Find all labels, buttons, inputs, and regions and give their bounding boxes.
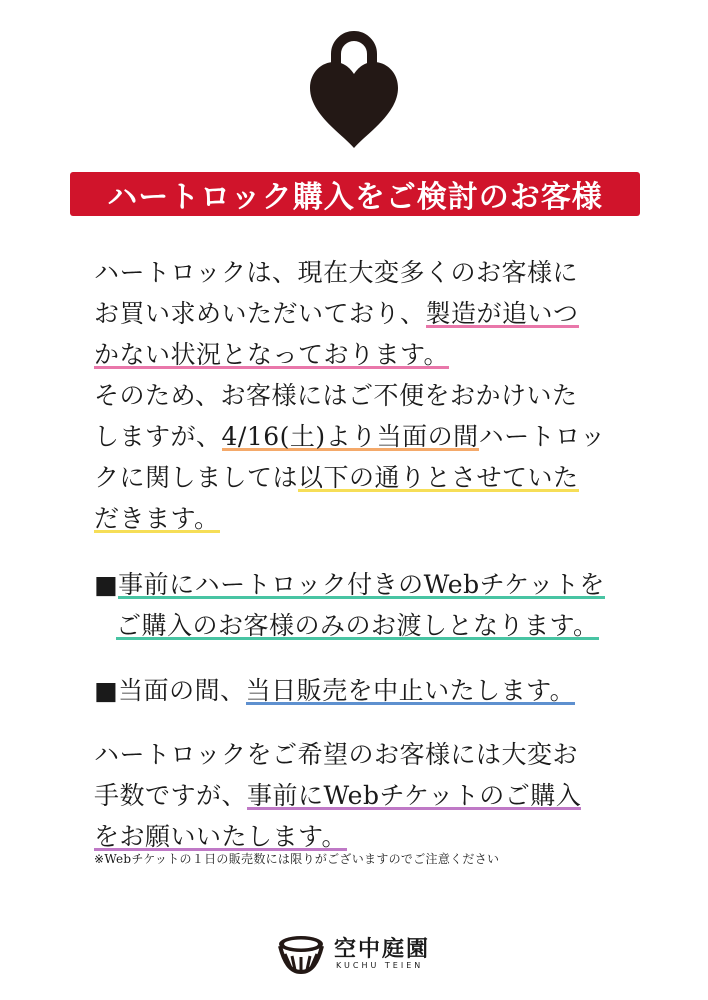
kuchu-teien-logo-icon	[276, 932, 326, 976]
footnote: ※Webチケットの１日の販売数には限りがございますのでご注意ください	[94, 852, 500, 866]
highlight-purple: 事前にWebチケットのご購入	[247, 781, 582, 810]
text: ハートロックをご希望のお客様には大変お	[94, 740, 579, 769]
text-line	[94, 734, 624, 775]
text-line	[94, 605, 624, 646]
text-line	[94, 334, 624, 375]
brand-logo	[276, 932, 446, 978]
request-paragraph	[94, 734, 624, 857]
text-line	[94, 498, 624, 539]
text-line	[94, 293, 624, 334]
text: ハートロックは、現在大変多くのお客様に	[94, 258, 579, 287]
highlight-green: ご購入のお客様のみのお渡しとなります。	[116, 611, 599, 640]
text: 手数ですが、	[94, 781, 248, 810]
text: ハートロッ	[478, 422, 606, 451]
text-line	[94, 252, 624, 293]
highlight-green: 事前にハートロック付きのWebチケットを	[118, 570, 605, 599]
text: お買い求めいただいており、	[94, 299, 426, 328]
text-line	[94, 670, 624, 711]
rule-advance-ticket	[94, 564, 624, 646]
text-line	[94, 564, 624, 605]
highlight-yellow: 以下の通りとさせていた	[298, 463, 579, 492]
text: ■当面の間、	[94, 676, 246, 705]
highlight-orange: 4/16(土)より当面の間	[221, 422, 479, 451]
text: クに関しましては	[94, 463, 299, 492]
heart-lock-icon	[306, 24, 402, 148]
title-banner	[70, 172, 640, 216]
rule-same-day-sales	[94, 670, 624, 711]
text: そのため、お客様にはご不便をおかけいた	[94, 381, 578, 410]
brand-romaji: KUCHU TEIEN	[336, 961, 424, 970]
brand-name: 空中庭園	[334, 936, 431, 962]
text-line	[94, 416, 624, 457]
highlight-blue: 当日販売を中止いたします。	[245, 676, 576, 705]
notice-paragraph	[94, 252, 624, 539]
text-line	[94, 375, 624, 416]
highlight-purple: をお願いいたします。	[94, 822, 348, 851]
bullet: ■	[94, 570, 119, 599]
highlight-pink: かない状況となっております。	[94, 340, 450, 369]
page-title: ハートロック購入をご検討のお客様	[107, 180, 603, 215]
text-line	[94, 775, 624, 816]
text: しますが、	[94, 422, 222, 451]
highlight-yellow: だきます。	[94, 504, 220, 533]
text-line	[94, 457, 624, 498]
highlight-pink: 製造が追いつ	[425, 299, 579, 328]
